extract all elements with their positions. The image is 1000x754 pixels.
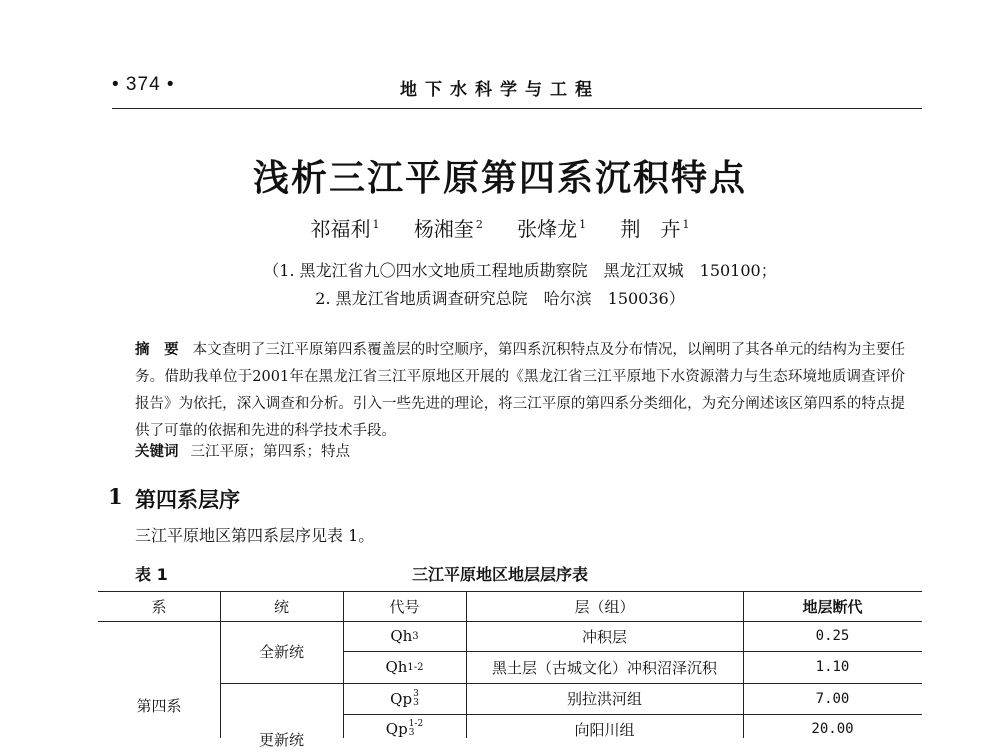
abstract-label: 摘 要 (135, 342, 179, 358)
table-number: 表 1 (135, 565, 168, 584)
affiliation-line-1: （1. 黑龙江省九〇四水文地质工程地质勘察院 黑龙江双城 150100； (263, 261, 777, 280)
abstract (135, 337, 905, 445)
author: 荆 卉 $^1$ (620, 217, 690, 241)
table-cell-layer: 冲积层 (581, 627, 627, 646)
table-header-series: 统 (273, 597, 289, 616)
author-list (0, 213, 1000, 242)
section-number: 1 (108, 484, 123, 509)
table-cell-age: 0.25 (815, 628, 850, 644)
abstract-text: 本文查明了三江平原第四系覆盖层的时空顺序，第四系沉积特点及分布情况，以阐明了其各单元的结构为主要任务。借助我单位于2001年在黑龙江省三江平原地区开展的《黑龙江省三江平原地下水资源潜力与生态环境地质调查评价报告》为依托，深入调查和分析。引入一些先进的理论，将三江平原的第四系分类细化，为充分阐述该区第四系的特点提供了可靠的依据和先进的科学技术手段。 (135, 342, 906, 439)
table-header-system: 系 (151, 597, 167, 616)
table-cell-age: 1.10 (815, 659, 850, 675)
table-cell-layer: 黑土层（古城文化）冲积沼泽沉积 (491, 658, 717, 677)
table-title: 三江平原地区地层层序表 (411, 565, 588, 584)
table-cell-age: 7.00 (815, 690, 850, 707)
keywords (135, 440, 350, 461)
keywords-label: 关键词 (135, 444, 179, 460)
author: 祁福利 $^1$ (310, 217, 380, 241)
table-cell-layer: 向阳川组 (574, 720, 635, 739)
section-title: 第四系层序 (135, 487, 240, 512)
table-cell-series-holocene: 全新统 (258, 642, 304, 661)
table-cell-code: Qh 3 (390, 627, 419, 645)
paper-title: 浅析三江平原第四系沉积特点 (252, 158, 747, 199)
keywords-text: 三江平原；第四系；特点 (190, 444, 350, 460)
table-cell-layer: 别拉洪河组 (566, 690, 642, 708)
table-header-age: 地层断代 (802, 597, 863, 616)
affiliation-line-2: 2. 黑龙江省地质调查研究总院 哈尔滨 150036） (315, 289, 685, 308)
table-header-layer: 层（组） (574, 597, 635, 616)
table-cell-system: 第四系 (136, 696, 182, 715)
author: 杨湘奎 $^2$ (413, 217, 483, 241)
header-rule (112, 108, 922, 109)
author: 张烽龙 $^1$ (517, 217, 587, 241)
table-cell-age: 20.00 (811, 721, 854, 737)
table-header-code: 代号 (389, 597, 420, 616)
table-cell-code: Qh 1-2 (385, 658, 424, 676)
section-paragraph: 三江平原地区第四系层序见表 1。 (135, 526, 375, 545)
page-number: • 374 • (112, 74, 175, 95)
table-cell-code: Qp 1-2 3 (385, 719, 424, 738)
journal-name: 地下水科学与工程 (400, 80, 600, 100)
table-cell-series-pleistocene: 更新统 (258, 730, 304, 749)
table-cell-code: Qp 3 3 (390, 688, 419, 708)
